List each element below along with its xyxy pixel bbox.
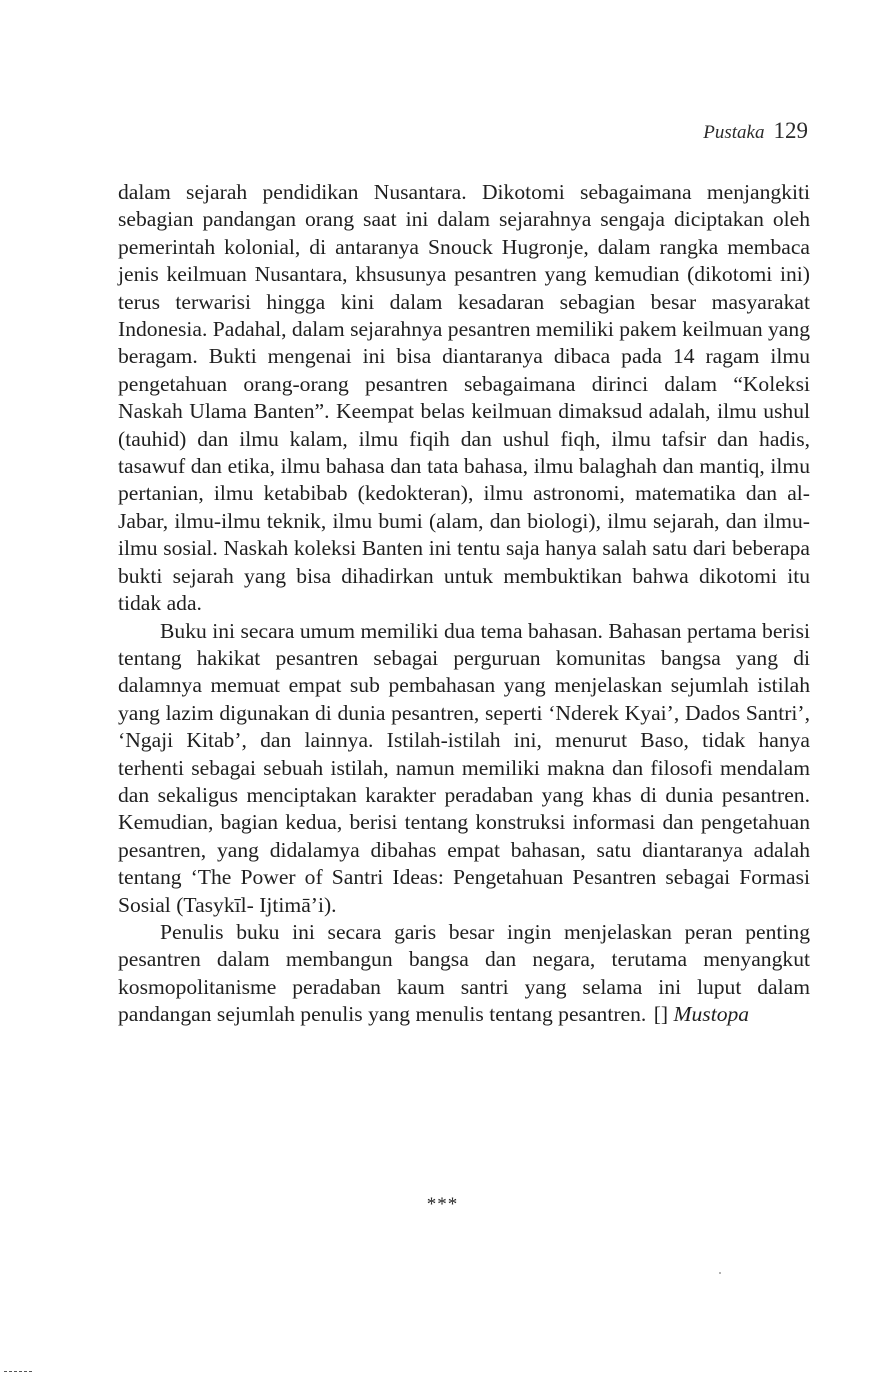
scan-speck (719, 1272, 721, 1274)
running-header (703, 118, 808, 144)
paragraph-book-themes: Buku ini secara umum memiliki dua tema bahasan. Bahasan pertama berisi tentang hakikat pesantren sebagai perguruan komunitas bangsa yang di dalamnya memuat empat sub pembahasan yang menjelaskan sejumlah istilah yang lazim digunakan di dunia pesantren, seperti ‘Nderek Kyai’, Dados Santri’, ‘Ngaji Kitab’, dan lainnya. Istilah-istilah ini, menurut Baso, tidak hanya terhenti sebagai sebuah istilah, namun memiliki makna dan filosofi mendalam dan sekaligus menciptakan karakter peradaban yang khas di dunia pesantren. Kemudian, bagian kedua, berisi tentang konstruksi informasi dan pengetahuan pesantren, yang didalamya dibahas empat bahasan, satu diantaranya adalah tentang ‘The Power of Santri Ideas: Pengetahuan Pesantren sebagai Formasi Sosial (Tasykīl- Ijtimā’i). (118, 618, 810, 917)
closing-bracket: [] (653, 1002, 669, 1027)
paragraph-author-purpose-text: Penulis buku ini secara garis besar ingin menjelaskan peran penting pesantren dalam membangun bangsa dan negara, terutama menyangkut kosmopolitanisme peradaban kaum santri yang selama ini luput dalam pandangan sejumlah penulis yang menulis tentang pesantren. (118, 919, 810, 1027)
paragraph-author-purpose (118, 919, 810, 1029)
body-text (118, 179, 810, 1029)
scan-edge-mark (4, 1371, 32, 1373)
running-header-title: Pustaka (703, 122, 765, 143)
reviewer-signature: Mustopa (673, 1002, 750, 1027)
paragraph-continued: dalam sejarah pendidikan Nusantara. Dikotomi sebagaimana menjangkiti sebagian pandangan orang saat ini dalam sejarahnya sengaja diciptakan oleh pemerintah kolonial, di antaranya Snouck Hugronje, dalam rangka membaca jenis keilmuan Nusantara, khsusunya pesantren yang kemudian (dikotomi ini) terus terwarisi hingga kini dalam kesadaran sebagian besar masyarakat Indonesia. Padahal, dalam sejarahnya pesantren memiliki pakem keilmuan yang beragam. Bukti mengenai ini bisa diantaranya dibaca pada 14 ragam ilmu pengetahuan orang-orang pesantren sebagaimana dirinci dalam “Koleksi Naskah Ulama Banten”. Keempat belas keilmuan dimaksud adalah, ilmu ushul (tauhid) dan ilmu kalam, ilmu fiqih dan ushul fiqh, ilmu tafsir dan hadis, tasawuf dan etika, ilmu bahasa dan tata bahasa, ilmu balaghah dan mantiq, ilmu pertanian, ilmu ketabibab (kedokteran), ilmu astronomi, matematika dan al-Jabar, ilmu-ilmu teknik, ilmu bumi (alam, dan biologi), ilmu sejarah, dan ilmu-ilmu sosial. Naskah koleksi Banten ini tentu saja hanya salah satu dari beberapa bukti sejarah yang bisa dihadirkan untuk membuktikan bahwa dikotomi itu tidak ada. (118, 180, 810, 616)
section-separator: *** (426, 1194, 459, 1215)
page-number: 129 (773, 118, 808, 143)
